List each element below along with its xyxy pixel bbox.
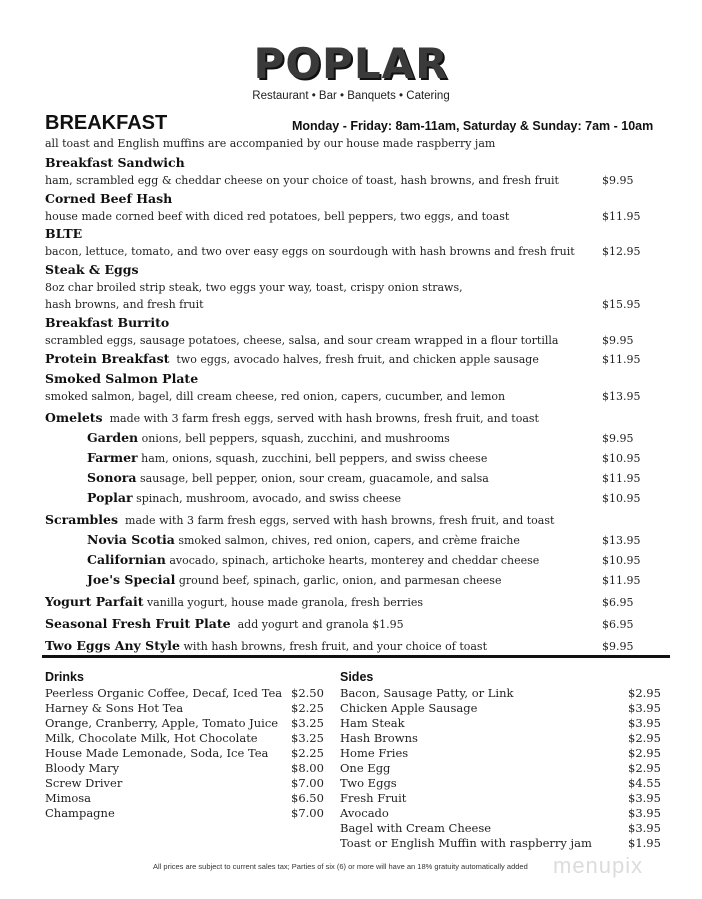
breakfast-menu xyxy=(45,154,660,657)
item-price: $8.00 xyxy=(291,761,324,775)
item-name: Yogurt Parfait xyxy=(45,593,144,609)
item-price: $10.95 xyxy=(602,553,641,567)
item-name: Steak & Eggs xyxy=(45,261,139,277)
tagline: Restaurant • Bar • Banquets • Catering xyxy=(252,90,450,102)
side-item xyxy=(340,731,661,746)
item-name: Peerless Organic Coffee, Decaf, Iced Tea xyxy=(45,686,283,700)
item-price: $2.25 xyxy=(291,746,324,760)
drink-item xyxy=(45,776,325,791)
drink-item xyxy=(45,701,325,716)
item-desc: ham, scrambled egg & cheddar cheese on your choice of toast, hash browns, and fresh fruit xyxy=(45,174,559,187)
item-price: $13.95 xyxy=(602,390,641,403)
item-price: $2.25 xyxy=(291,701,324,715)
item-desc: with hash browns, fresh fruit, and your choice of toast xyxy=(183,639,487,653)
item-name: Bloody Mary xyxy=(45,761,120,775)
side-item xyxy=(340,821,661,836)
item-name: Bagel with Cream Cheese xyxy=(340,821,492,835)
item-price: $3.95 xyxy=(628,701,661,715)
item-name: Protein Breakfast xyxy=(45,351,170,366)
item-price: $15.95 xyxy=(602,298,641,311)
item-price: $6.50 xyxy=(291,791,324,805)
menu-item-two-eggs-any-style xyxy=(45,635,660,657)
item-price: $6.95 xyxy=(602,595,634,609)
side-item xyxy=(340,806,661,821)
item-name: Garden xyxy=(87,429,139,445)
item-name: Mimosa xyxy=(45,791,92,805)
item-price: $10.95 xyxy=(602,491,641,505)
item-price: $4.55 xyxy=(628,776,661,790)
jam-note: all toast and English muffins are accompanied by our house made raspberry jam xyxy=(45,137,496,150)
item-name: House Made Lemonade, Soda, Ice Tea xyxy=(45,746,269,760)
item-price: $9.95 xyxy=(602,333,634,347)
item-name: Joe's Special xyxy=(87,571,176,587)
drink-item xyxy=(45,746,325,761)
scramble-joes-special xyxy=(45,570,660,590)
item-name: Milk, Chocolate Milk, Hot Chocolate xyxy=(45,731,258,745)
sides-section xyxy=(340,668,661,851)
item-name: Home Fries xyxy=(340,746,409,760)
menu-item-seasonal-fruit-plate xyxy=(45,613,660,635)
drink-item xyxy=(45,686,325,701)
group-desc: made with 3 farm fresh eggs, served with hash browns, fresh fruit, and toast xyxy=(125,513,555,527)
scramble-californian xyxy=(45,550,660,570)
item-price: $11.95 xyxy=(602,209,641,223)
item-price: $2.95 xyxy=(628,686,661,700)
item-name: Avocado xyxy=(340,806,389,820)
item-price: $7.00 xyxy=(291,806,324,820)
menu-item-corned-beef-hash xyxy=(45,190,660,226)
drinks-section xyxy=(45,668,325,821)
item-desc: bacon, lettuce, tomato, and two over easy eggs on sourdough with hash browns and fresh fruit xyxy=(45,245,575,258)
item-name: Harney & Sons Hot Tea xyxy=(45,701,184,715)
item-price: $13.95 xyxy=(602,533,641,547)
item-desc: add yogurt and granola $1.95 xyxy=(237,617,404,631)
item-price: $2.95 xyxy=(628,731,661,745)
item-name: Sonora xyxy=(87,469,137,485)
item-price: $3.95 xyxy=(628,716,661,730)
group-name: Scrambles xyxy=(45,511,119,527)
drinks-title: Drinks xyxy=(45,670,84,684)
item-price: $12.95 xyxy=(602,245,641,258)
drink-item xyxy=(45,806,325,821)
omelets-header xyxy=(45,408,660,428)
item-price: $2.50 xyxy=(291,686,324,700)
item-desc: onions, bell peppers, squash, zucchini, and mushrooms xyxy=(141,431,450,445)
tax-gratuity-note: All prices are subject to current sales tax; Parties of six (6) or more will have an 18% gratuity automatically added xyxy=(153,862,528,871)
side-item xyxy=(340,791,661,806)
scramble-novia-scotia xyxy=(45,530,660,550)
item-name: Two Eggs Any Style xyxy=(45,637,180,653)
item-name: Toast or English Muffin with raspberry jam xyxy=(340,836,592,850)
item-desc: ground beef, spinach, garlic, onion, and parmesan cheese xyxy=(178,573,502,587)
item-price: $2.95 xyxy=(628,761,661,775)
group-name: Omelets xyxy=(45,409,103,425)
item-name: Hash Browns xyxy=(340,731,418,745)
item-desc: smoked salmon, bagel, dill cream cheese, red onion, capers, cucumber, and lemon xyxy=(45,390,506,403)
item-price: $3.95 xyxy=(628,806,661,820)
omelet-sonora xyxy=(45,468,660,488)
menu-item-steak-eggs xyxy=(45,261,660,314)
item-price: $9.95 xyxy=(602,174,634,187)
item-desc: house made corned beef with diced red potatoes, bell peppers, two eggs, and toast xyxy=(45,209,510,223)
breakfast-title: BREAKFAST xyxy=(45,112,168,134)
item-desc: sausage, bell pepper, onion, sour cream, guacamole, and salsa xyxy=(139,471,489,485)
omelet-garden xyxy=(45,428,660,448)
item-price: $3.25 xyxy=(291,716,324,730)
item-name: Ham Steak xyxy=(340,716,405,730)
drink-item xyxy=(45,791,325,806)
item-desc: two eggs, avocado halves, fresh fruit, and chicken apple sausage xyxy=(176,353,539,366)
item-price: $3.95 xyxy=(628,821,661,835)
watermark: menupix xyxy=(553,853,644,878)
sides-title: Sides xyxy=(340,670,374,684)
scrambles-header xyxy=(45,510,660,530)
item-name: Corned Beef Hash xyxy=(45,190,173,206)
item-price: $9.95 xyxy=(602,639,634,653)
item-desc: scrambled eggs, sausage potatoes, cheese, salsa, and sour cream wrapped in a flour tortilla xyxy=(45,333,559,347)
omelet-poplar xyxy=(45,488,660,508)
side-item xyxy=(340,686,661,701)
item-name: Fresh Fruit xyxy=(340,791,407,805)
item-name: One Egg xyxy=(340,761,391,775)
menu-item-breakfast-sandwich xyxy=(45,154,660,190)
item-desc: avocado, spinach, artichoke hearts, monterey and cheddar cheese xyxy=(169,553,540,567)
menu-item-blte xyxy=(45,225,660,261)
item-price: $3.25 xyxy=(291,731,324,745)
side-item xyxy=(340,836,661,851)
item-price: $2.95 xyxy=(628,746,661,760)
section-divider xyxy=(42,655,670,658)
item-name: BLTE xyxy=(45,226,83,241)
item-name: Farmer xyxy=(87,449,138,465)
menu-item-yogurt-parfait xyxy=(45,591,660,613)
drink-item xyxy=(45,716,325,731)
item-desc-2: hash browns, and fresh fruit xyxy=(45,298,204,311)
item-price: $11.95 xyxy=(602,471,641,485)
item-price: $10.95 xyxy=(602,451,641,465)
menu-item-breakfast-burrito xyxy=(45,314,660,350)
group-desc: made with 3 farm fresh eggs, served with hash browns, fresh fruit, and toast xyxy=(109,411,539,425)
item-price: $6.95 xyxy=(602,617,634,631)
item-price: $7.00 xyxy=(291,776,324,790)
omelet-farmer xyxy=(45,448,660,468)
item-desc: spinach, mushroom, avocado, and swiss cheese xyxy=(136,491,402,505)
item-name: Breakfast Burrito xyxy=(45,314,170,330)
item-name: Two Eggs xyxy=(340,776,397,790)
item-price: $3.95 xyxy=(628,791,661,805)
item-name: Smoked Salmon Plate xyxy=(45,371,199,386)
item-price: $9.95 xyxy=(602,431,634,445)
item-price: $1.95 xyxy=(628,836,661,850)
item-name: Poplar xyxy=(87,489,133,505)
item-name: Screw Driver xyxy=(45,776,123,790)
item-name: Champagne xyxy=(45,806,115,820)
item-name: Breakfast Sandwich xyxy=(45,155,185,170)
item-name: Novia Scotia xyxy=(87,531,175,547)
side-item xyxy=(340,746,661,761)
breakfast-hours: Monday - Friday: 8am-11am, Saturday & Sunday: 7am - 10am xyxy=(292,119,654,133)
item-desc: vanilla yogurt, house made granola, fresh berries xyxy=(146,595,423,609)
menu-item-smoked-salmon-plate xyxy=(45,370,660,406)
side-item xyxy=(340,716,661,731)
item-name: Chicken Apple Sausage xyxy=(340,701,478,715)
restaurant-logo: POPLAR xyxy=(253,39,449,88)
item-desc: smoked salmon, chives, red onion, capers, and crème fraiche xyxy=(178,533,520,547)
item-name: Bacon, Sausage Patty, or Link xyxy=(340,686,514,700)
item-desc: 8oz char broiled strip steak, two eggs your way, toast, crispy onion straws, xyxy=(45,280,463,294)
item-name: Californian xyxy=(87,551,166,567)
side-item xyxy=(340,776,661,791)
menu-item-protein-breakfast xyxy=(45,349,660,370)
item-name: Seasonal Fresh Fruit Plate xyxy=(45,615,231,631)
item-price: $11.95 xyxy=(602,353,641,366)
item-price: $11.95 xyxy=(602,573,641,587)
side-item xyxy=(340,761,661,776)
drink-item xyxy=(45,731,325,746)
item-desc: ham, onions, squash, zucchini, bell peppers, and swiss cheese xyxy=(141,451,488,465)
drink-item xyxy=(45,761,325,776)
item-name: Orange, Cranberry, Apple, Tomato Juice xyxy=(45,716,279,730)
side-item xyxy=(340,701,661,716)
